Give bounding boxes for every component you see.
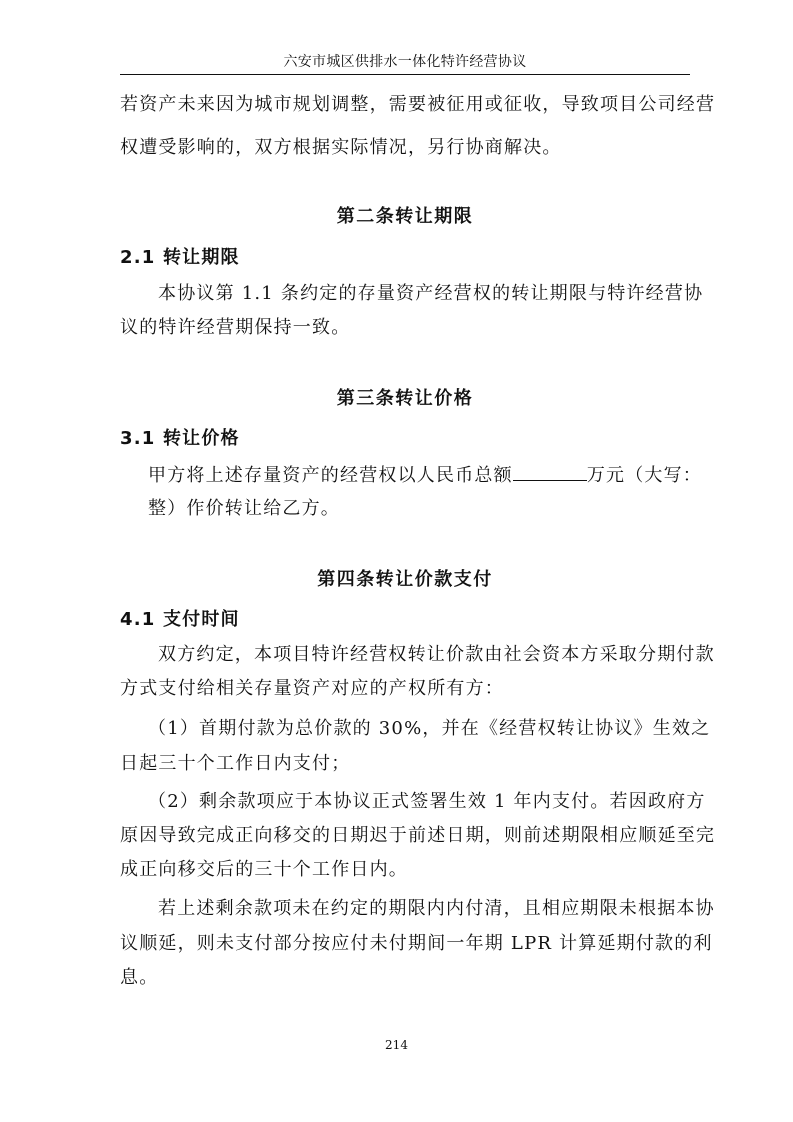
article-4-p1-line-1: 双方约定，本项目特许经营权转让价款由社会资本方采取分期付款 — [158, 644, 715, 665]
price-text-after: 万元（大写： — [586, 465, 703, 486]
section-4-1-heading: 4.1 支付时间 — [120, 609, 240, 630]
article-4-p1-line-2: 方式支付给相关存量资产对应的产权所有方： — [120, 678, 504, 699]
article-4-p2-line-3: 息。 — [120, 967, 159, 988]
section-2-1-heading: 2.1 转让期限 — [120, 247, 240, 268]
article-2-heading: 第二条转让期限 — [336, 206, 474, 227]
article-4-item-1-line-2: 日起三十个工作日内支付； — [120, 753, 351, 774]
article-3-line-2: 整）作价转让给乙方。 — [148, 498, 340, 519]
page-number: 214 — [385, 1038, 408, 1052]
header-divider — [120, 74, 690, 75]
article-2-line-2: 议的特许经营期保持一致。 — [120, 317, 351, 338]
intro-line-2: 权遭受影响的，双方根据实际情况，另行协商解决。 — [120, 137, 562, 158]
article-3-heading: 第三条转让价格 — [336, 388, 474, 409]
article-4-p2-line-2: 议顺延，则未支付部分按应付未付期间一年期 LPR 计算延期付款的利 — [120, 933, 713, 954]
article-4-item-2-line-1: （2）剩余款项应于本协议正式签署生效 1 年内支付。若因政府方 — [148, 791, 706, 812]
intro-line-1: 若资产未来因为城市规划调整，需要被征用或征收，导致项目公司经营 — [120, 94, 716, 115]
article-4-p2-line-1: 若上述剩余款项未在约定的期限内内付清，且相应期限未根据本协 — [158, 898, 715, 919]
amount-blank-field — [513, 462, 587, 481]
price-text-before: 甲方将上述存量资产的经营权以人民币总额 — [148, 465, 513, 486]
article-3-line-1 — [148, 462, 703, 488]
section-3-1-heading: 3.1 转让价格 — [120, 428, 240, 449]
article-4-item-2-line-2: 原因导致完成正向移交的日期迟于前述日期，则前述期限相应顺延至完 — [120, 825, 716, 846]
article-4-item-1-line-1: （1）首期付款为总价款的 30%，并在《经营权转让协议》生效之 — [148, 718, 711, 739]
article-4-heading: 第四条转让价款支付 — [317, 569, 493, 590]
article-4-item-2-line-3: 成正向移交后的三十个工作日内。 — [120, 859, 408, 880]
article-2-line-1: 本协议第 1.1 条约定的存量资产经营权的转让期限与特许经营协 — [158, 283, 704, 304]
document-title: 六安市城区供排水一体化特许经营协议 — [283, 54, 527, 70]
